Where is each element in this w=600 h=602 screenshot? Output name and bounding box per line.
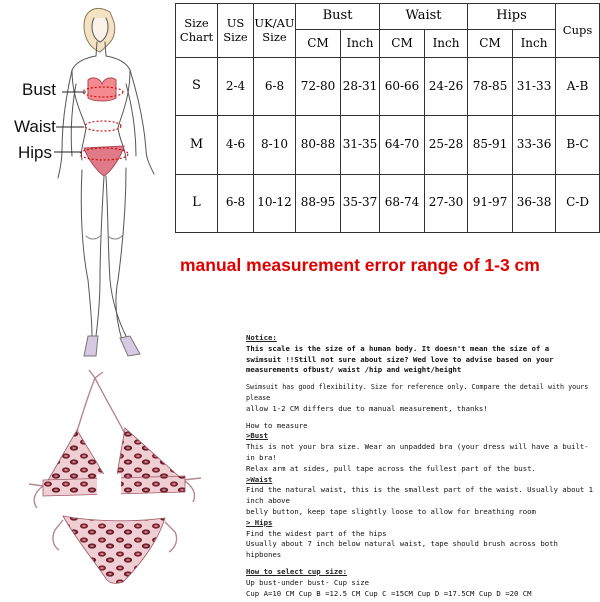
bust-label: Bust	[22, 80, 57, 99]
hips-cm-cell: 78-85	[468, 58, 513, 116]
notice-section	[246, 333, 596, 599]
bust-inch-cell: 28-31	[341, 58, 380, 116]
size-cell: L	[176, 174, 218, 232]
notice-line: swimsuit !!Still not sure about size? Wed love to advise based on your	[246, 354, 554, 364]
hips-cm-cell: 85-91	[468, 116, 513, 174]
size-chart-header: Size Chart	[176, 4, 218, 58]
notice-line: allow 1-2 CM differs due to manual measurement, thanks!	[246, 403, 488, 413]
notice-line: Swimsuit has good flexibility. Size for reference only. Compare the detail with yours please	[246, 383, 589, 402]
hips-instruction: Find the widest part of the hips	[246, 528, 387, 538]
bust-cm-cell: 88-95	[296, 174, 341, 232]
measurement-error-note: manual measurement error range of 1-3 cm	[180, 255, 540, 275]
us-cell: 2-4	[218, 58, 254, 116]
uk-cell: 6-8	[254, 58, 296, 116]
uk-cell: 8-10	[254, 116, 296, 174]
bust-cm-cell: 80-88	[296, 116, 341, 174]
hips-inch-header: Inch	[513, 30, 556, 58]
waist-inch-cell: 25-28	[425, 116, 468, 174]
waist-inch-cell: 24-26	[425, 58, 468, 116]
body-sketch	[0, 0, 180, 370]
hips-inch-cell: 33-36	[513, 116, 556, 174]
bust-instruction: Relax arm at sides, pull tape across the fullest part of the bust.	[246, 463, 536, 473]
cup-instruction: Cup A=10 CM Cup B =12.5 CM Cup C =15CM Cup D =17.5CM Cup D =20 CM	[246, 588, 532, 598]
bust-cm-cell: 72-80	[296, 58, 341, 116]
waist-instruction: belly button, keep tape slightly loose to allow for breathing room	[246, 506, 536, 516]
table-row	[176, 116, 600, 174]
hips-inch-cell: 36-38	[513, 174, 556, 232]
bust-cm-header: CM	[296, 30, 341, 58]
table-row	[176, 58, 600, 116]
bust-header: Bust	[296, 4, 380, 30]
bust-heading: >Bust	[246, 431, 268, 441]
hips-inch-cell: 31-33	[513, 58, 556, 116]
us-size-header: US Size	[218, 4, 254, 58]
hips-label: Hips	[18, 143, 53, 162]
waist-inch-cell: 27-30	[425, 174, 468, 232]
table-row	[176, 174, 600, 232]
cup-size-heading: How to select cup size:	[246, 566, 348, 576]
hips-instruction: Usually about 7 inch below natural waist, tape should brush across both hipbones	[246, 539, 558, 560]
hips-header: Hips	[468, 4, 556, 30]
cups-header: Cups	[556, 4, 600, 58]
waist-cm-cell: 64-70	[380, 116, 425, 174]
us-cell: 4-6	[218, 116, 254, 174]
hips-heading: > Hips	[246, 517, 273, 527]
notice-line: measurements ofbust/ waist /hip and weight/height	[246, 365, 462, 375]
how-to-measure-heading: How to measure	[246, 420, 308, 430]
hips-cm-cell: 91-97	[468, 174, 513, 232]
us-cell: 6-8	[218, 174, 254, 232]
cups-cell: C-D	[556, 174, 600, 232]
uk-cell: 10-12	[254, 174, 296, 232]
notice-title: Notice:	[246, 333, 277, 342]
bikini-product-image	[25, 368, 215, 598]
measurement-figure	[0, 0, 180, 370]
size-chart-table	[175, 3, 600, 233]
cups-cell: B-C	[556, 116, 600, 174]
waist-cm-cell: 60-66	[380, 58, 425, 116]
waist-inch-header: Inch	[425, 30, 468, 58]
size-cell: M	[176, 116, 218, 174]
bust-inch-cell: 31-35	[341, 116, 380, 174]
waist-heading: >Waist	[246, 474, 273, 484]
waist-cm-header: CM	[380, 30, 425, 58]
bust-instruction: This is not your bra size. Wear an unpadded bra (your dress will have a built-in bra!	[246, 442, 589, 462]
waist-header: Waist	[380, 4, 468, 30]
size-cell: S	[176, 58, 218, 116]
notice-line: This scale is the size of a human body. It doesn't mean the size of a	[246, 343, 550, 353]
hips-cm-header: CM	[468, 30, 513, 58]
cups-cell: A-B	[556, 58, 600, 116]
table-header-row	[176, 4, 600, 30]
waist-label: Waist	[14, 117, 56, 136]
leopard-bikini	[25, 368, 215, 598]
bust-inch-cell: 35-37	[341, 174, 380, 232]
waist-instruction: Find the natural waist, this is the smallest part of the waist. Usually about 1 inch above	[246, 485, 594, 506]
waist-cm-cell: 68-74	[380, 174, 425, 232]
bust-inch-header: Inch	[341, 30, 380, 58]
cup-instruction: Up bust-under bust- Cup size	[246, 577, 370, 587]
uk-au-size-header: UK/AU Size	[254, 4, 296, 58]
